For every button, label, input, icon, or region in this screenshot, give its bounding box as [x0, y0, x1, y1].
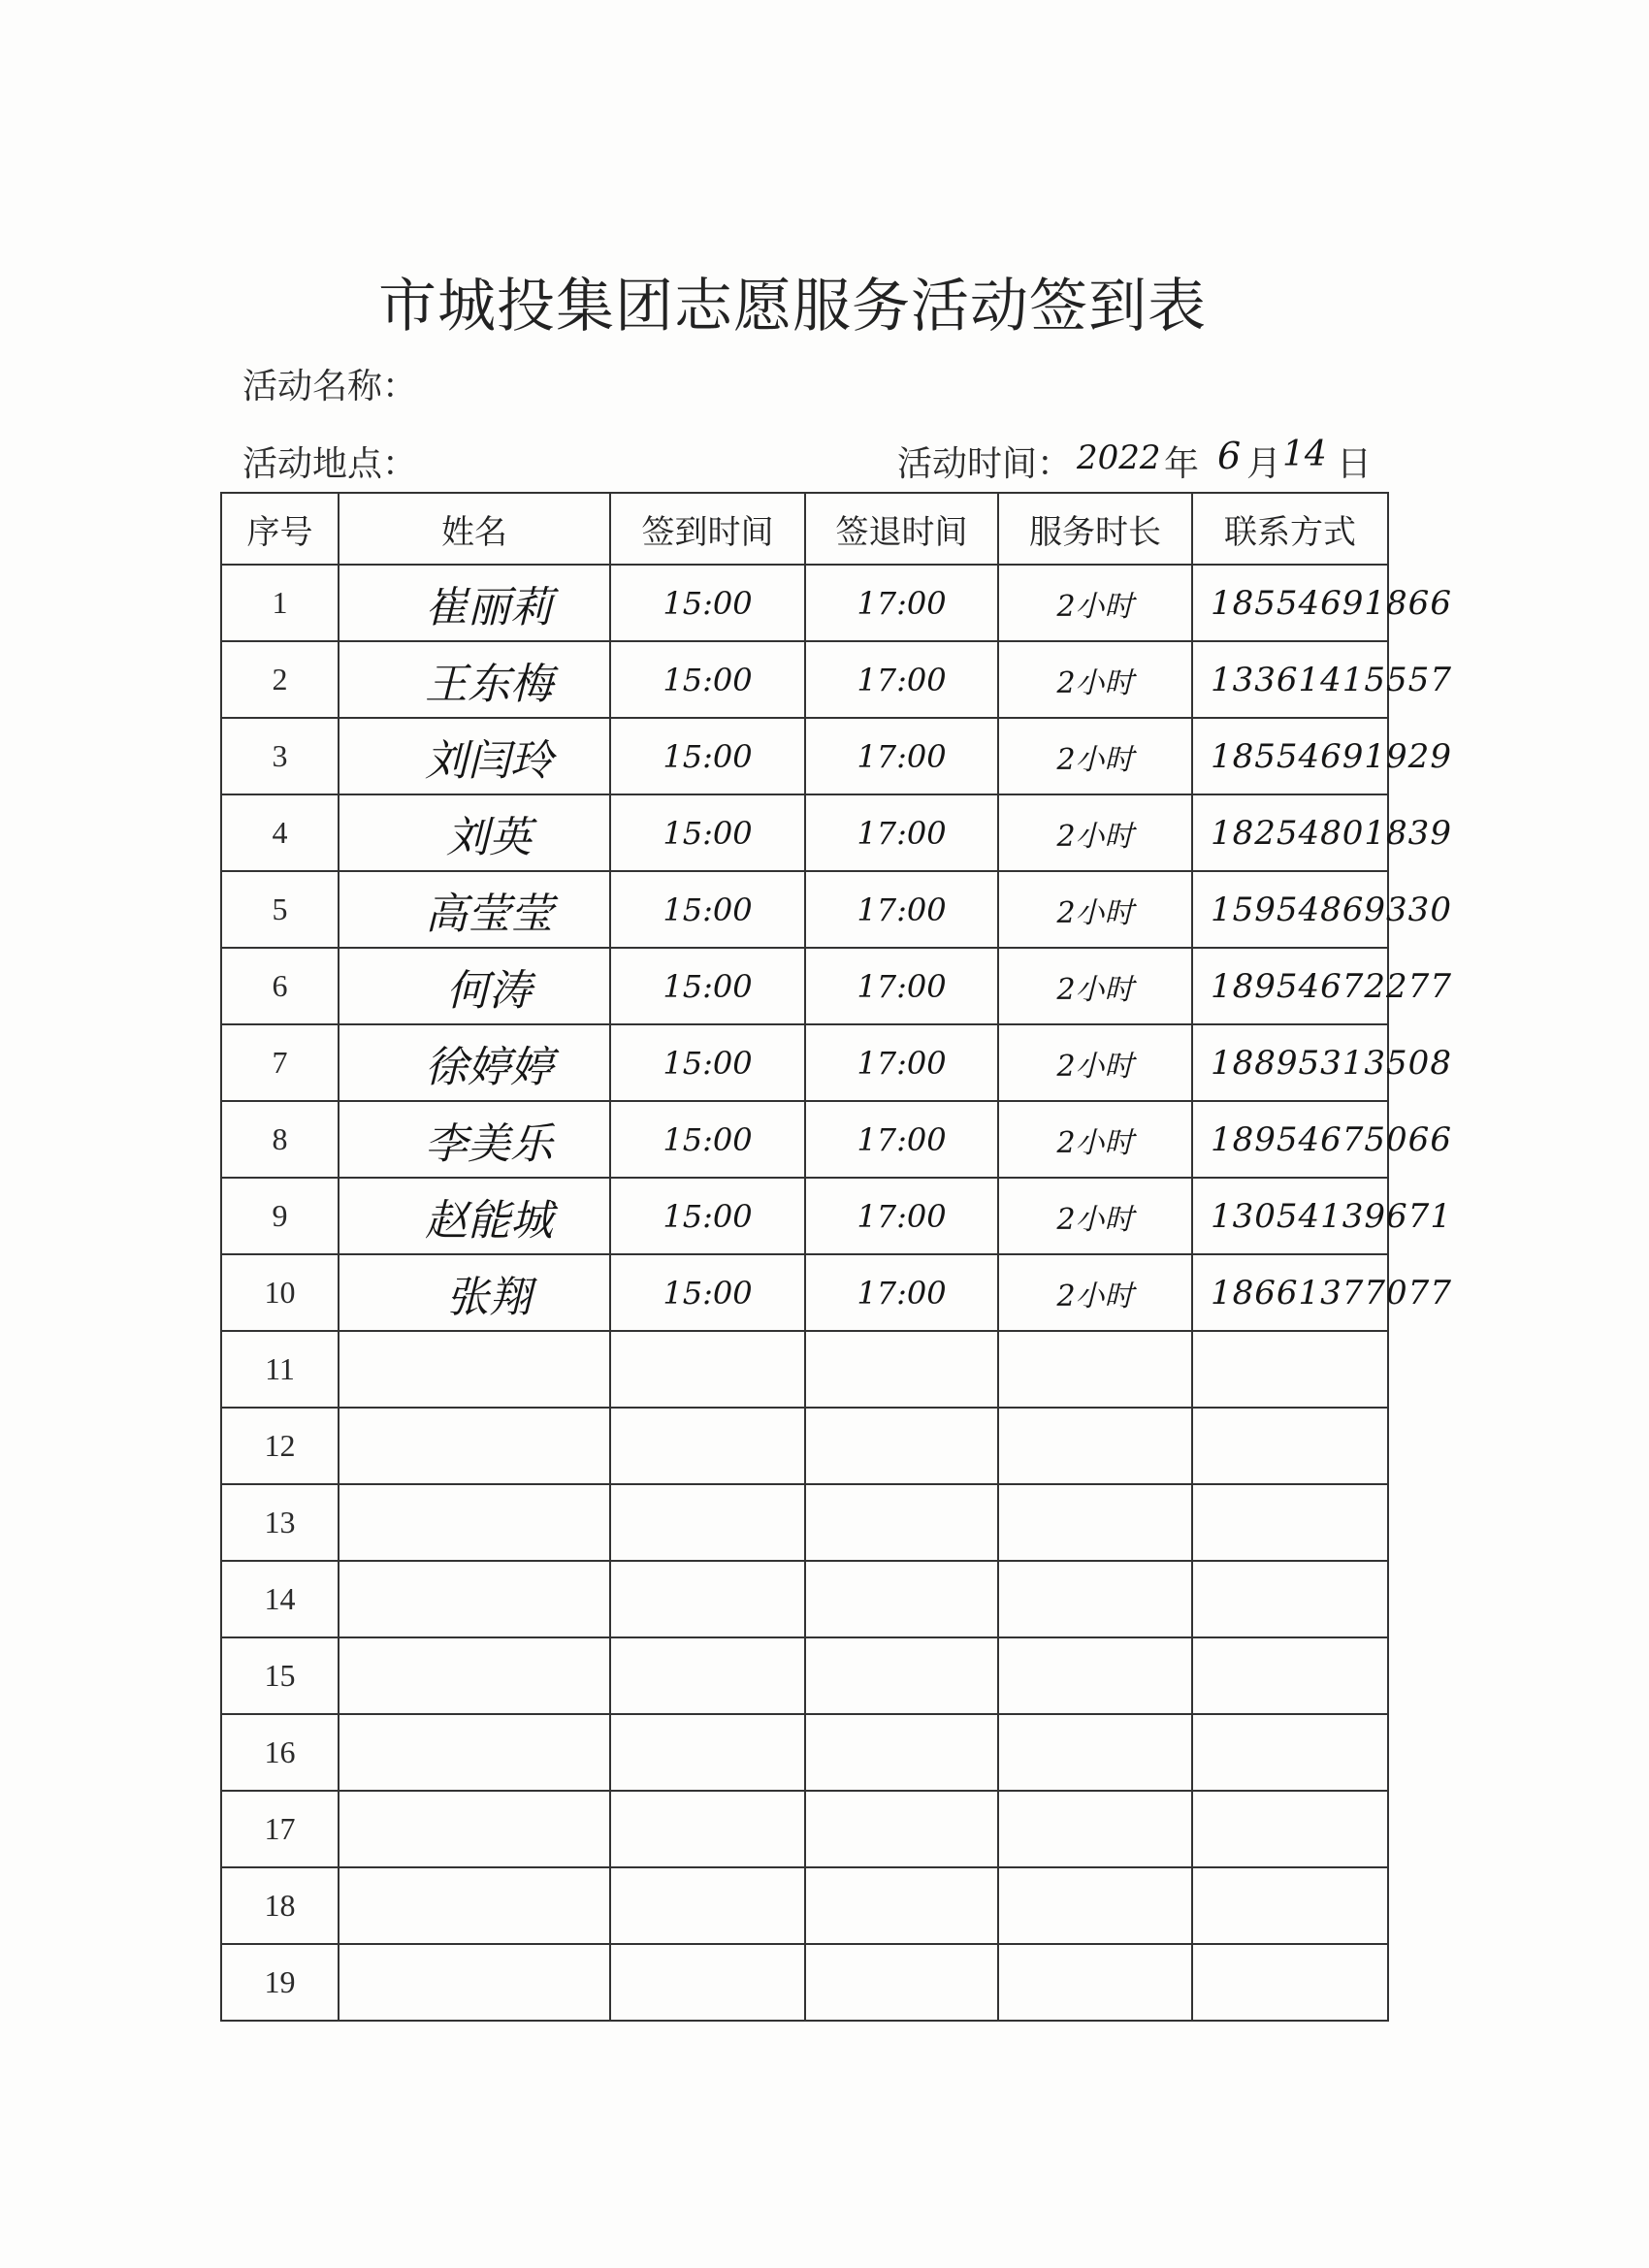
sign-in-time-cell	[610, 1637, 805, 1714]
service-duration-cell: 2小时	[998, 1178, 1192, 1254]
sign-in-time-cell	[610, 1791, 805, 1867]
sign-in-table	[220, 492, 1452, 2022]
service-duration-cell	[998, 1331, 1192, 1408]
name-cell: 王东梅	[339, 641, 610, 718]
contact-cell: 18554691866	[1192, 565, 1388, 641]
contact-cell	[1192, 1867, 1388, 1944]
sign-in-time-cell	[610, 1944, 805, 2021]
sign-out-time-cell	[805, 1714, 998, 1791]
sign-out-time-cell	[805, 1561, 998, 1637]
sign-in-time-cell: 15:00	[610, 1178, 805, 1254]
service-duration-cell: 2小时	[998, 641, 1192, 718]
sign-out-time-cell	[805, 1484, 998, 1561]
sign-in-time-cell	[610, 1408, 805, 1484]
contact-cell: 18954672277	[1192, 948, 1388, 1024]
sign-in-time-cell: 15:00	[610, 1101, 805, 1178]
row-number-cell: 11	[221, 1331, 339, 1408]
service-duration-cell	[998, 1944, 1192, 2021]
contact-cell: 13361415557	[1192, 641, 1388, 718]
contact-cell	[1192, 1561, 1388, 1637]
row-number-cell: 1	[221, 565, 339, 641]
table-row	[221, 1714, 1388, 1791]
table-row	[221, 1484, 1388, 1561]
sign-out-time-cell	[805, 1637, 998, 1714]
service-duration-cell	[998, 1408, 1192, 1484]
row-number-cell: 3	[221, 718, 339, 794]
service-duration-cell: 2小时	[998, 1024, 1192, 1101]
row-number-cell: 14	[221, 1561, 339, 1637]
table-row	[221, 1331, 1388, 1408]
service-duration-cell	[998, 1791, 1192, 1867]
contact-cell	[1192, 1484, 1388, 1561]
row-number-cell: 5	[221, 871, 339, 948]
sign-in-time-cell	[610, 1714, 805, 1791]
service-duration-cell: 2小时	[998, 871, 1192, 948]
contact-cell	[1192, 1714, 1388, 1791]
date-day: 14	[1282, 435, 1327, 474]
name-cell	[339, 1484, 610, 1561]
sign-out-time-cell: 17:00	[805, 1024, 998, 1101]
name-cell: 赵能城	[339, 1178, 610, 1254]
contact-cell: 13054139671	[1192, 1178, 1388, 1254]
name-cell: 刘闫玲	[339, 718, 610, 794]
header-sign-in-time: 签到时间	[610, 493, 805, 565]
contact-cell	[1192, 1408, 1388, 1484]
header-no: 序号	[221, 493, 339, 565]
table-row	[221, 948, 1388, 1024]
row-number-cell: 4	[221, 794, 339, 871]
name-cell	[339, 1944, 610, 2021]
contact-cell: 18954675066	[1192, 1101, 1388, 1178]
sign-in-time-cell: 15:00	[610, 871, 805, 948]
table-row	[221, 1101, 1388, 1178]
name-cell	[339, 1714, 610, 1791]
sign-out-time-cell: 17:00	[805, 794, 998, 871]
sign-out-time-cell	[805, 1331, 998, 1408]
service-duration-cell	[998, 1867, 1192, 1944]
sign-out-time-cell	[805, 1867, 998, 1944]
table-row	[221, 1791, 1388, 1867]
sign-out-time-cell: 17:00	[805, 948, 998, 1024]
contact-cell: 15954869330	[1192, 871, 1388, 948]
name-cell	[339, 1867, 610, 1944]
table-row	[221, 1254, 1388, 1331]
table-row	[221, 1561, 1388, 1637]
contact-cell: 18254801839	[1192, 794, 1388, 871]
name-cell: 何涛	[339, 948, 610, 1024]
row-number-cell: 10	[221, 1254, 339, 1331]
sign-out-time-cell	[805, 1791, 998, 1867]
contact-cell: 18895313508	[1192, 1024, 1388, 1101]
activity-location-label: 活动地点：	[242, 444, 418, 484]
sign-in-time-cell: 15:00	[610, 641, 805, 718]
service-duration-cell: 2小时	[998, 1101, 1192, 1178]
service-duration-cell	[998, 1637, 1192, 1714]
date-month: 6	[1217, 435, 1242, 477]
name-cell: 高莹莹	[339, 871, 610, 948]
date-year-unit: 年	[1164, 444, 1200, 484]
sign-out-time-cell: 17:00	[805, 1101, 998, 1178]
table-header-row	[221, 493, 1388, 565]
sign-out-time-cell	[805, 1408, 998, 1484]
header-contact: 联系方式	[1192, 493, 1388, 565]
name-cell: 崔丽莉	[339, 565, 610, 641]
row-number-cell: 2	[221, 641, 339, 718]
contact-cell: 18554691929	[1192, 718, 1388, 794]
date-year: 2022	[1077, 438, 1161, 477]
sign-in-time-cell: 15:00	[610, 1024, 805, 1101]
contact-cell	[1192, 1791, 1388, 1867]
activity-time-label: 活动时间：	[897, 444, 1073, 484]
service-duration-cell	[998, 1484, 1192, 1561]
sign-in-time-cell: 15:00	[610, 565, 805, 641]
activity-name-label: 活动名称：	[242, 367, 418, 406]
service-duration-cell: 2小时	[998, 794, 1192, 871]
contact-cell	[1192, 1637, 1388, 1714]
row-number-cell: 7	[221, 1024, 339, 1101]
name-cell: 李美乐	[339, 1101, 610, 1178]
service-duration-cell: 2小时	[998, 718, 1192, 794]
service-duration-cell	[998, 1561, 1192, 1637]
row-number-cell: 15	[221, 1637, 339, 1714]
table-row	[221, 718, 1388, 794]
sign-in-time-cell	[610, 1561, 805, 1637]
table-row	[221, 565, 1388, 641]
page-title: 市城投集团志愿服务活动签到表	[378, 273, 1207, 340]
sign-out-time-cell: 17:00	[805, 641, 998, 718]
name-cell	[339, 1637, 610, 1714]
table-row	[221, 871, 1388, 948]
table-row	[221, 641, 1388, 718]
row-number-cell: 12	[221, 1408, 339, 1484]
name-cell: 刘英	[339, 794, 610, 871]
row-number-cell: 16	[221, 1714, 339, 1791]
sign-in-time-cell	[610, 1331, 805, 1408]
sign-out-time-cell: 17:00	[805, 1254, 998, 1331]
sign-in-time-cell: 15:00	[610, 718, 805, 794]
table-row	[221, 1944, 1388, 2021]
row-number-cell: 19	[221, 1944, 339, 2021]
sign-out-time-cell	[805, 1944, 998, 2021]
sign-in-time-cell: 15:00	[610, 948, 805, 1024]
table-row	[221, 794, 1388, 871]
sign-in-time-cell: 15:00	[610, 794, 805, 871]
table-row	[221, 1867, 1388, 1944]
sign-out-time-cell: 17:00	[805, 1178, 998, 1254]
service-duration-cell: 2小时	[998, 948, 1192, 1024]
header-name: 姓名	[339, 493, 610, 565]
sign-out-time-cell: 17:00	[805, 718, 998, 794]
service-duration-cell: 2小时	[998, 1254, 1192, 1331]
name-cell	[339, 1791, 610, 1867]
service-duration-cell: 2小时	[998, 565, 1192, 641]
name-cell	[339, 1408, 610, 1484]
name-cell	[339, 1331, 610, 1408]
sign-out-time-cell: 17:00	[805, 871, 998, 948]
sign-in-time-cell	[610, 1867, 805, 1944]
contact-cell	[1192, 1331, 1388, 1408]
table-row	[221, 1637, 1388, 1714]
date-day-unit: 日	[1337, 444, 1373, 484]
contact-cell	[1192, 1944, 1388, 2021]
row-number-cell: 8	[221, 1101, 339, 1178]
table-body	[221, 565, 1452, 2021]
row-number-cell: 17	[221, 1791, 339, 1867]
table-row	[221, 1408, 1388, 1484]
service-duration-cell	[998, 1714, 1192, 1791]
sign-out-time-cell: 17:00	[805, 565, 998, 641]
row-number-cell: 18	[221, 1867, 339, 1944]
row-number-cell: 9	[221, 1178, 339, 1254]
name-cell: 张翔	[339, 1254, 610, 1331]
sign-in-time-cell	[610, 1484, 805, 1561]
row-number-cell: 13	[221, 1484, 339, 1561]
row-number-cell: 6	[221, 948, 339, 1024]
header-service-duration: 服务时长	[998, 493, 1192, 565]
date-month-unit: 月	[1246, 444, 1282, 484]
sign-in-time-cell: 15:00	[610, 1254, 805, 1331]
contact-cell: 18661377077	[1192, 1254, 1388, 1331]
name-cell: 徐婷婷	[339, 1024, 610, 1101]
header-sign-out-time: 签退时间	[805, 493, 998, 565]
table-row	[221, 1178, 1388, 1254]
table-row	[221, 1024, 1388, 1101]
name-cell	[339, 1561, 610, 1637]
